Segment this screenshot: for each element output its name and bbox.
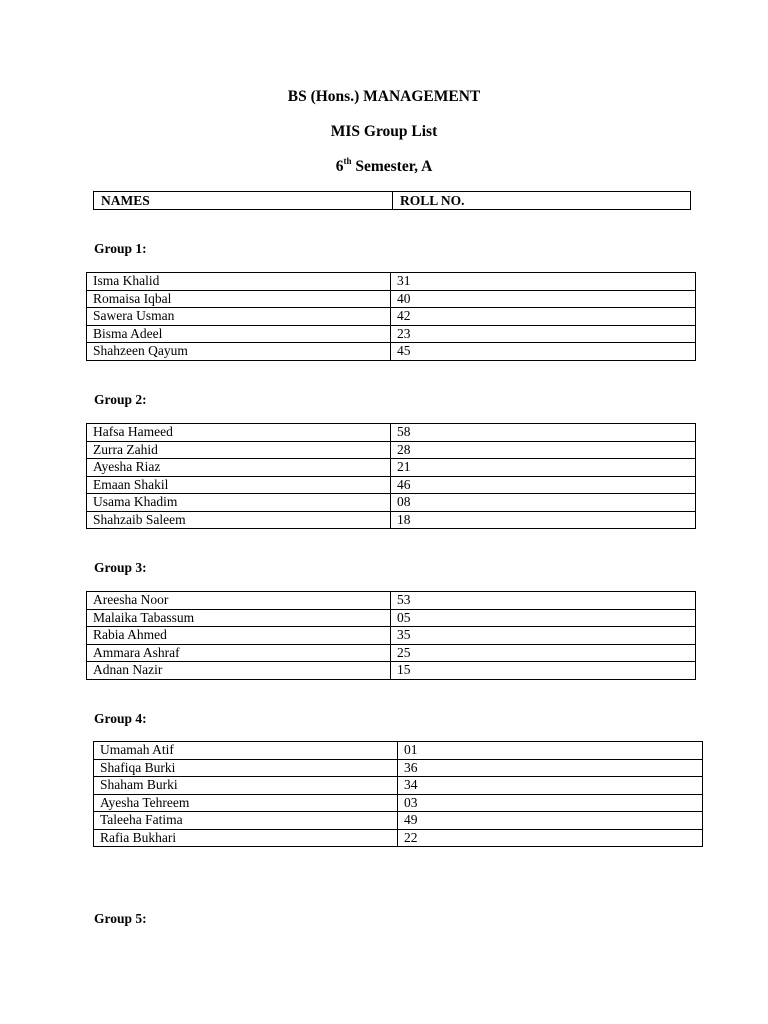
student-name-cell: Usama Khadim [87, 494, 391, 512]
table-row [94, 777, 703, 795]
student-name-cell: Ammara Ashraf [87, 644, 391, 662]
group-2-label: Group 2: [94, 392, 147, 407]
student-name-cell: Ayesha Tehreem [94, 794, 398, 812]
table-row [94, 742, 703, 760]
roll-number-cell: 25 [391, 644, 696, 662]
table-row [87, 644, 696, 662]
group-3-label: Group 3: [94, 560, 147, 575]
group-1-table [86, 272, 696, 361]
roll-number-cell: 34 [398, 777, 703, 795]
student-name-cell: Shafiqa Burki [94, 759, 398, 777]
student-name-cell: Rafia Bukhari [94, 829, 398, 847]
student-name-cell: Shaham Burki [94, 777, 398, 795]
names-column-header: NAMES [94, 192, 393, 210]
group-4-table [93, 741, 703, 847]
student-name-cell: Umamah Atif [94, 742, 398, 760]
student-name-cell: Romaisa Iqbal [87, 290, 391, 308]
semester-number: 6 [335, 158, 344, 175]
table-row [94, 829, 703, 847]
roll-number-cell: 40 [391, 290, 696, 308]
roll-number-cell: 23 [391, 325, 696, 343]
table-row [94, 794, 703, 812]
student-name-cell: Ayesha Riaz [87, 459, 391, 477]
student-name-cell: Shahzeen Qayum [87, 343, 391, 361]
table-row [87, 627, 696, 645]
student-name-cell: Hafsa Hameed [87, 424, 391, 442]
student-name-cell: Areesha Noor [87, 592, 391, 610]
roll-number-cell: 58 [391, 424, 696, 442]
student-name-cell: Taleeha Fatima [94, 812, 398, 830]
table-row [94, 759, 703, 777]
semester-ordinal: th [343, 155, 352, 166]
roll-no-column-header: ROLL NO. [393, 192, 691, 210]
table-row [87, 459, 696, 477]
group-2-table [86, 423, 696, 529]
table-row [87, 343, 696, 361]
group-4-label: Group 4: [94, 711, 147, 726]
table-row [94, 812, 703, 830]
student-name-cell: Malaika Tabassum [87, 609, 391, 627]
student-name-cell: Emaan Shakil [87, 476, 391, 494]
table-row [87, 494, 696, 512]
table-row [87, 273, 696, 291]
roll-number-cell: 18 [391, 511, 696, 529]
table-row [87, 609, 696, 627]
roll-number-cell: 21 [391, 459, 696, 477]
table-row [87, 308, 696, 326]
roll-number-cell: 03 [398, 794, 703, 812]
roll-number-cell: 22 [398, 829, 703, 847]
roll-number-cell: 05 [391, 609, 696, 627]
header-row [94, 192, 691, 210]
roll-number-cell: 49 [398, 812, 703, 830]
roll-number-cell: 35 [391, 627, 696, 645]
roll-number-cell: 46 [391, 476, 696, 494]
roll-number-cell: 15 [391, 662, 696, 680]
table-row [87, 325, 696, 343]
student-name-cell: Shahzaib Saleem [87, 511, 391, 529]
table-row [87, 441, 696, 459]
group-1-label: Group 1: [94, 241, 147, 256]
student-name-cell: Bisma Adeel [87, 325, 391, 343]
table-row [87, 662, 696, 680]
document-title: BS (Hons.) MANAGEMENT [287, 88, 481, 105]
roll-number-cell: 36 [398, 759, 703, 777]
group-3-table [86, 591, 696, 680]
roll-number-cell: 28 [391, 441, 696, 459]
roll-number-cell: 42 [391, 308, 696, 326]
student-name-cell: Adnan Nazir [87, 662, 391, 680]
roll-number-cell: 31 [391, 273, 696, 291]
student-name-cell: Sawera Usman [87, 308, 391, 326]
roll-number-cell: 08 [391, 494, 696, 512]
student-name-cell: Rabia Ahmed [87, 627, 391, 645]
roll-number-cell: 01 [398, 742, 703, 760]
semester-heading [0, 155, 768, 176]
roll-number-cell: 53 [391, 592, 696, 610]
student-name-cell: Isma Khalid [87, 273, 391, 291]
student-name-cell: Zurra Zahid [87, 441, 391, 459]
table-row [87, 290, 696, 308]
table-row [87, 424, 696, 442]
table-row [87, 592, 696, 610]
group-5-label: Group 5: [94, 911, 147, 926]
header-table [93, 191, 691, 210]
table-row [87, 476, 696, 494]
document-subtitle: MIS Group List [330, 123, 438, 140]
semester-text: Semester, A [351, 158, 433, 175]
roll-number-cell: 45 [391, 343, 696, 361]
table-row [87, 511, 696, 529]
